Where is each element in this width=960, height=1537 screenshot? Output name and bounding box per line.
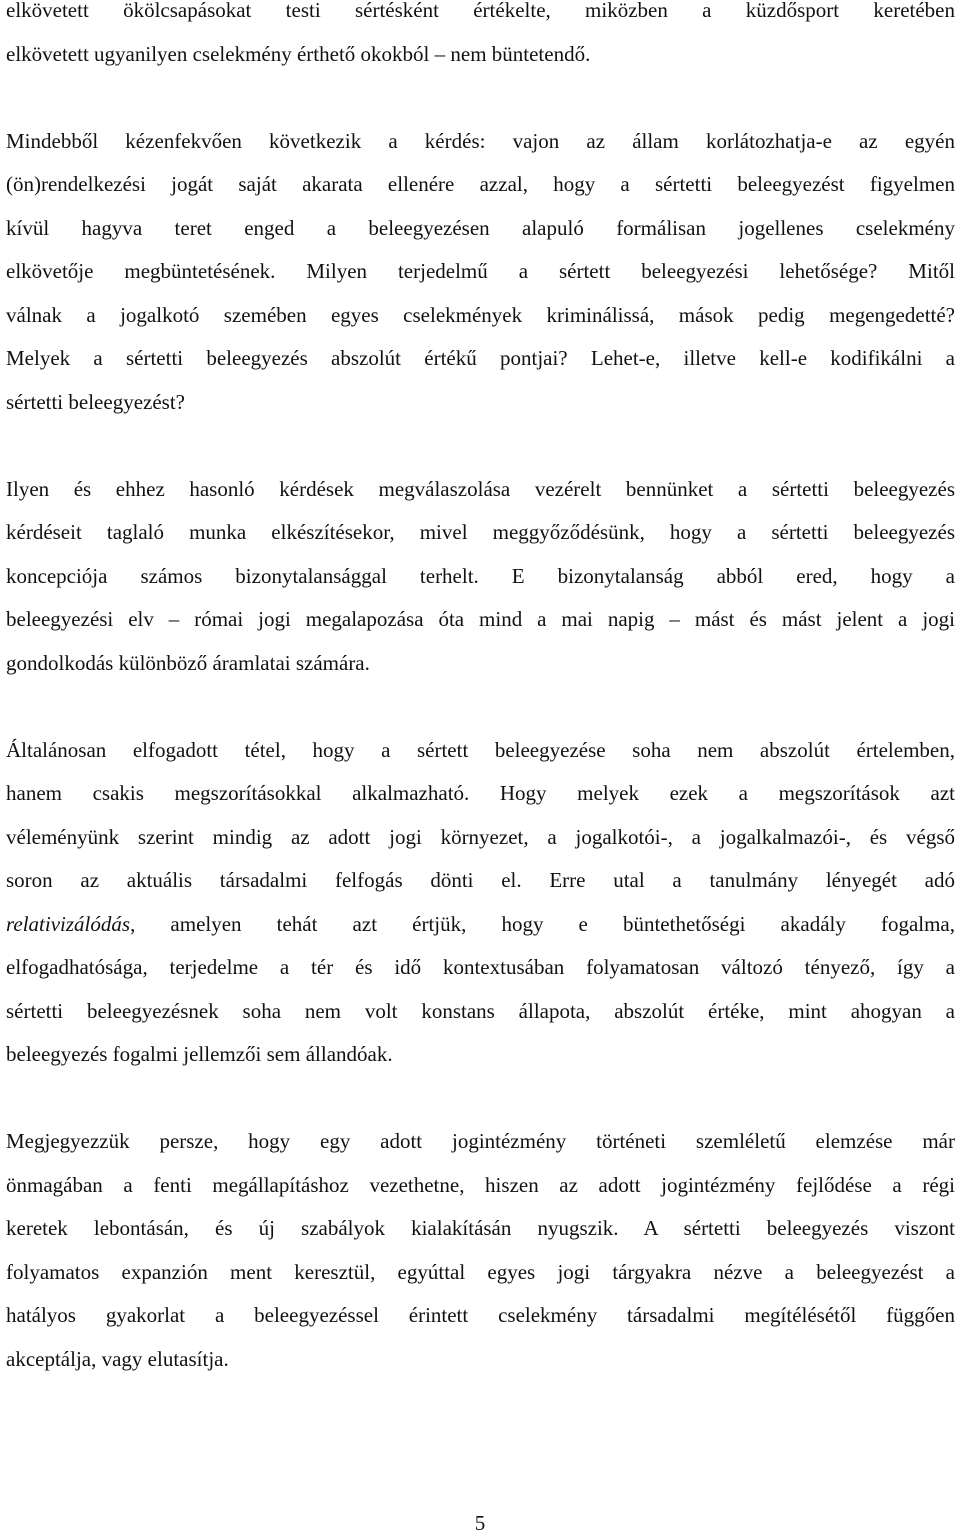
paragraph-2 bbox=[6, 120, 955, 425]
text-line: Általánosan elfogadott tétel, hogy a sértett beleegyezése soha nem abszolút értelemben, bbox=[6, 737, 955, 762]
text-line: Ilyen és ehhez hasonló kérdések megválaszolása vezérelt bennünket a sértetti beleegyezés bbox=[6, 476, 955, 501]
text-line: Mindebből kézenfekvően következik a kérdés: vajon az állam korlátozhatja-e az egyén bbox=[6, 128, 955, 153]
text-line: hatályos gyakorlat a beleegyezéssel érintett cselekmény társadalmi megítélésétől függően bbox=[6, 1303, 955, 1327]
paragraph-5 bbox=[6, 1120, 955, 1381]
text-line: beleegyezési elv – római jogi megalapozása óta mind a mai napig – mást és mást jelent a jogi bbox=[6, 607, 955, 631]
text-line: kérdéseit taglaló munka elkészítésekor, mivel meggyőződésünk, hogy a sértetti beleegyezés bbox=[6, 520, 955, 544]
text-fragment: , amelyen tehát azt értjük, hogy e büntethetőségi akadály fogalma, bbox=[130, 911, 955, 936]
text-line: keretek lebontásán, és új szabályok kialakításán nyugszik. A sértetti beleegyezés viszont bbox=[6, 1216, 955, 1240]
text-line: sértetti beleegyezésnek soha nem volt konstans állapota, abszolút értéke, mint ahogyan a bbox=[6, 998, 955, 1023]
text-line: elfogadhatósága, terjedelme a tér és idő kontextusában folyamatosan változó tényező, így a bbox=[6, 955, 955, 979]
text-line: (ön)rendelkezési jogát saját akarata ellenére azzal, hogy a sértetti beleegyezést figyelmen bbox=[6, 172, 955, 196]
text-line: folyamatos expanzión ment keresztül, egyúttal egyes jogi tárgyakra nézve a beleegyezést a bbox=[6, 1259, 955, 1284]
text-line: soron az aktuális társadalmi felfogás dönti el. Erre utal a tanulmány lényegét adó bbox=[6, 868, 955, 892]
text-line: elkövetett ökölcsapásokat testi sértésként értékelte, miközben a küzdősport keretében bbox=[6, 0, 955, 22]
text-line: akceptálja, vagy elutasítja. bbox=[6, 1346, 229, 1371]
text-line: önmagában a fenti megállapításhoz vezethetne, hiszen az adott jogintézmény fejlődése a régi bbox=[6, 1172, 955, 1197]
paragraph-gap bbox=[6, 685, 955, 729]
paragraph-3 bbox=[6, 468, 955, 686]
text-line: véleményünk szerint mindig az adott jogi környezet, a jogalkotói-, a jogalkalmazói-, és végső bbox=[6, 824, 955, 849]
text-line: kívül hagyva teret enged a beleegyezésen alapuló formálisan jogellenes cselekmény bbox=[6, 215, 955, 240]
text-line: beleegyezés fogalmi jellemzői sem állandóak. bbox=[6, 1042, 393, 1066]
paragraph-gap bbox=[6, 76, 955, 120]
document-page bbox=[6, 0, 955, 1381]
text-line: elkövetett ugyanilyen cselekmény érthető okokból – nem büntetendő. bbox=[6, 41, 591, 66]
text-line: Melyek a sértetti beleegyezés abszolút értékű pontjai? Lehet-e, illetve kell-e kodifikálni a bbox=[6, 346, 955, 370]
text-line: elkövetője megbüntetésének. Milyen terjedelmű a sértett beleegyezési lehetősége? Mitől bbox=[6, 259, 955, 283]
text-line: Megjegyezzük persze, hogy egy adott jogintézmény történeti szemléletű elemzése már bbox=[6, 1129, 955, 1153]
text-line bbox=[6, 903, 955, 947]
paragraph-gap bbox=[6, 424, 955, 468]
italic-term: relativizálódás bbox=[6, 911, 131, 936]
text-line: hanem csakis megszorításokkal alkalmazható. Hogy melyek ezek a megszorítások azt bbox=[6, 781, 955, 805]
text-line: gondolkodás különböző áramlatai számára. bbox=[6, 650, 370, 675]
paragraph-4 bbox=[6, 729, 955, 1077]
text-line: sértetti beleegyezést? bbox=[6, 389, 185, 414]
text-line: koncepciója számos bizonytalansággal terhelt. E bizonytalanság abból ered, hogy a bbox=[6, 563, 955, 588]
paragraph-gap bbox=[6, 1077, 955, 1121]
page-number: 5 bbox=[474, 1511, 486, 1535]
paragraph-1 bbox=[6, 0, 955, 76]
text-line: válnak a jogalkotó szemében egyes cselekmények kriminálissá, mások pedig megengedetté? bbox=[6, 302, 955, 327]
